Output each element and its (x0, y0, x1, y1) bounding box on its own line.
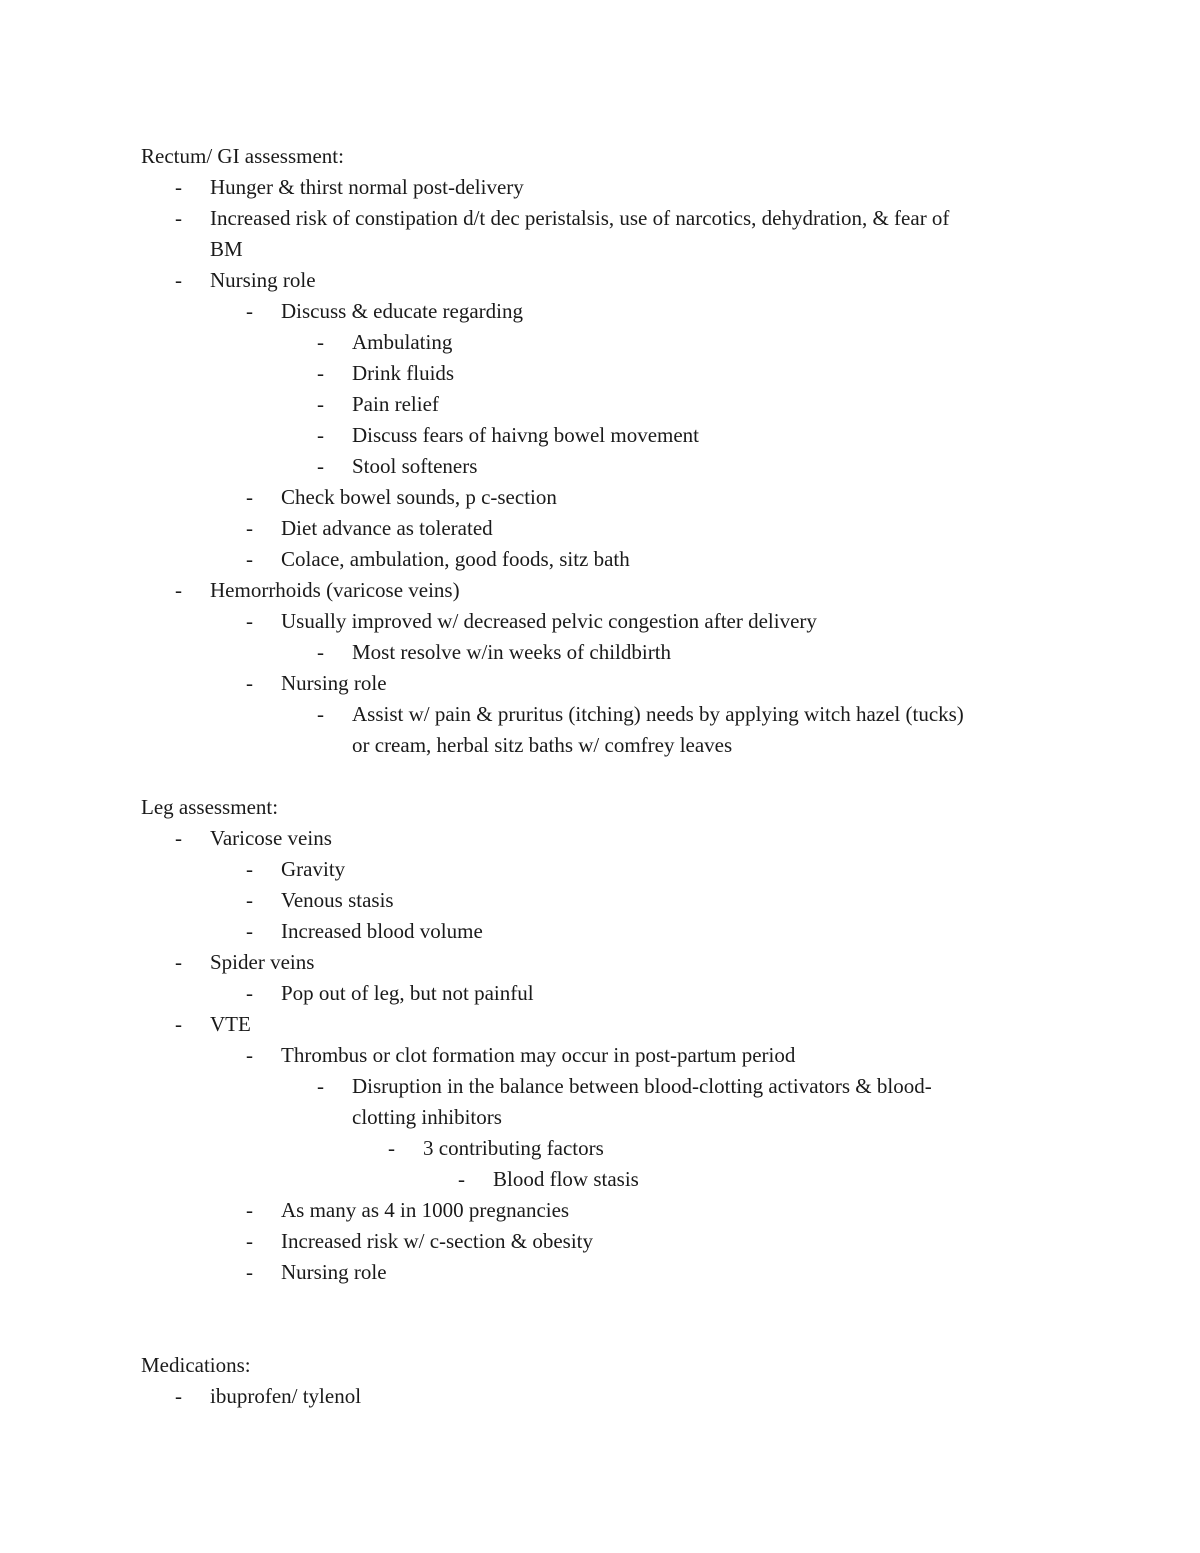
bullet-dash: - (246, 981, 253, 1005)
list-item-text: Nursing role (281, 1260, 387, 1284)
list-item-text: Ambulating (352, 330, 453, 354)
bullet-dash: - (246, 919, 253, 943)
bullet-dash: - (317, 702, 324, 726)
bullet-dash: - (175, 950, 182, 974)
bullet-dash: - (246, 1198, 253, 1222)
list-item-text: Nursing role (281, 671, 387, 695)
section-heading: Leg assessment: (141, 795, 279, 819)
bullet-dash: - (317, 423, 324, 447)
list-item-text: Discuss fears of haivng bowel movement (352, 423, 700, 447)
list-item-text: Increased risk w/ c-section & obesity (281, 1229, 593, 1253)
list-item-text: Most resolve w/in weeks of childbirth (352, 640, 672, 664)
bullet-dash: - (246, 299, 253, 323)
bullet-dash: - (175, 1384, 182, 1408)
list-item-text: As many as 4 in 1000 pregnancies (281, 1198, 570, 1222)
bullet-dash: - (175, 206, 182, 230)
section-heading: Rectum/ GI assessment: (141, 144, 344, 168)
bullet-dash: - (175, 826, 182, 850)
bullet-dash: - (458, 1167, 465, 1191)
list-item-text: Hunger & thirst normal post-delivery (210, 175, 524, 199)
bullet-dash: - (246, 1043, 253, 1067)
bullet-dash: - (246, 857, 253, 881)
list-item-text: Usually improved w/ decreased pelvic congestion after delivery (281, 609, 817, 633)
bullet-dash: - (175, 578, 182, 602)
list-item-text: Disruption in the balance between blood-clotting activators & blood- (352, 1074, 932, 1098)
bullet-dash: - (246, 609, 253, 633)
list-item-text: Discuss & educate regarding (281, 299, 524, 323)
bullet-dash: - (317, 392, 324, 416)
list-item-text: Check bowel sounds, p c-section (281, 485, 557, 509)
bullet-dash: - (246, 485, 253, 509)
list-item-text: Venous stasis (281, 888, 394, 912)
list-item-text: Drink fluids (352, 361, 455, 385)
bullet-dash: - (246, 1229, 253, 1253)
list-item-text: Diet advance as tolerated (281, 516, 493, 540)
bullet-dash: - (246, 1260, 253, 1284)
list-item-text: Varicose veins (210, 826, 332, 850)
list-item-continuation: clotting inhibitors (352, 1105, 502, 1129)
bullet-dash: - (317, 640, 324, 664)
section-heading: Medications: (141, 1353, 251, 1377)
list-item-text: Hemorrhoids (varicose veins) (210, 578, 460, 602)
list-item-text: Pain relief (352, 392, 439, 416)
bullet-dash: - (317, 1074, 324, 1098)
bullet-dash: - (246, 516, 253, 540)
list-item-text: VTE (210, 1012, 251, 1036)
bullet-dash: - (175, 1012, 182, 1036)
list-item-continuation: or cream, herbal sitz baths w/ comfrey leaves (352, 733, 733, 757)
bullet-dash: - (317, 454, 324, 478)
list-item-text: Increased blood volume (281, 919, 483, 943)
bullet-dash: - (246, 671, 253, 695)
list-item-text: Colace, ambulation, good foods, sitz bath (281, 547, 630, 571)
bullet-dash: - (388, 1136, 395, 1160)
list-item-text: Blood flow stasis (493, 1167, 639, 1191)
bullet-dash: - (175, 268, 182, 292)
list-item-text: Nursing role (210, 268, 316, 292)
list-item-text: ibuprofen/ tylenol (210, 1384, 362, 1408)
bullet-dash: - (246, 547, 253, 571)
list-item-text: Spider veins (210, 950, 315, 974)
bullet-dash: - (246, 888, 253, 912)
bullet-dash: - (317, 330, 324, 354)
list-item-continuation: BM (210, 237, 243, 261)
bullet-dash: - (175, 175, 182, 199)
list-item-text: Stool softeners (352, 454, 478, 478)
list-item-text: Thrombus or clot formation may occur in post-partum period (281, 1043, 796, 1067)
list-item-text: 3 contributing factors (423, 1136, 604, 1160)
list-item-text: Gravity (281, 857, 346, 881)
list-item-text: Assist w/ pain & pruritus (itching) needs by applying witch hazel (tucks) (352, 702, 964, 726)
list-item-text: Increased risk of constipation d/t dec peristalsis, use of narcotics, dehydration, & fear of (210, 206, 950, 230)
bullet-dash: - (317, 361, 324, 385)
list-item-text: Pop out of leg, but not painful (281, 981, 534, 1005)
